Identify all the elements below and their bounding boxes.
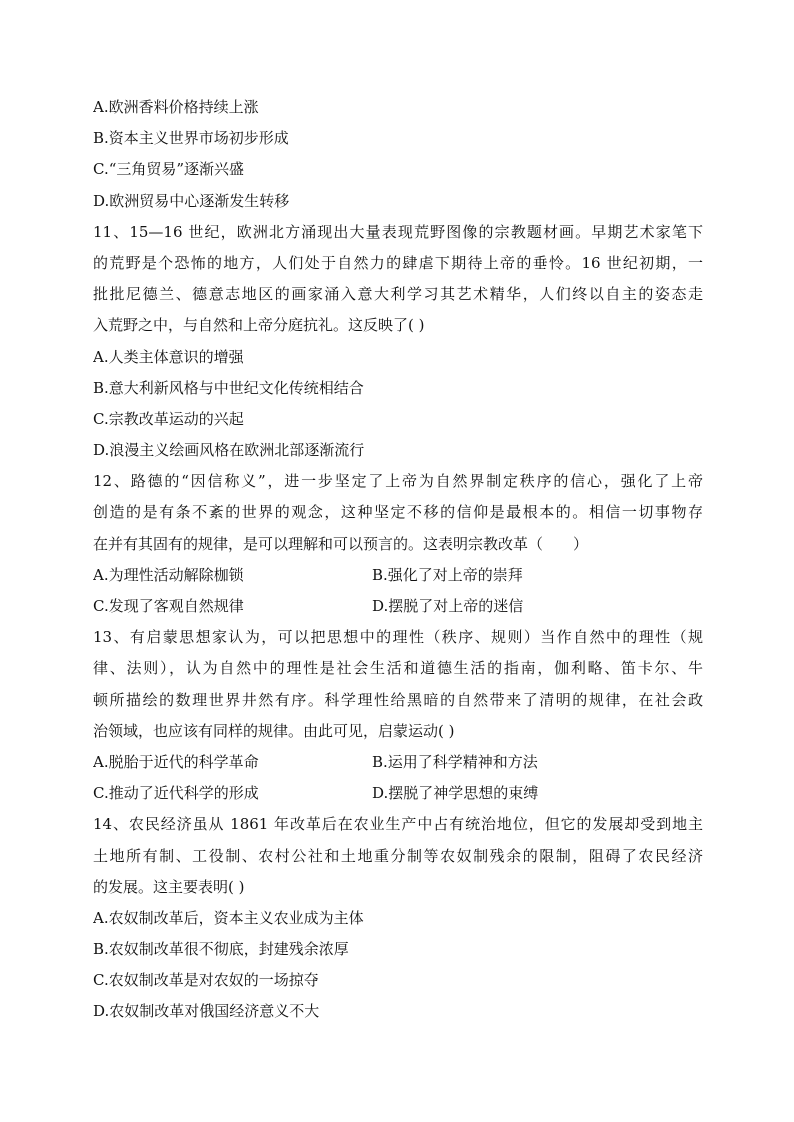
q10-option-d: D.欧洲贸易中心逐渐发生转移: [93, 191, 290, 210]
question-11: [93, 217, 703, 467]
q11-stem-line: 入荒野之中，与自然和上帝分庭抗礼。这反映了( ): [93, 316, 425, 335]
q12-option-c: C.发现了客观自然规律: [93, 597, 244, 615]
q11-stem-line: 的荒野是个恐怖的地方，人们处于自然力的肆虐下期待上帝的垂怜。16 世纪初期，一: [93, 253, 703, 272]
q13-option-a: A.脱胎于近代的科学革命: [93, 752, 259, 771]
q14-option-b: B.农奴制改革很不彻底，封建残余浓厚: [93, 940, 349, 959]
q13-stem-line: 治领域，也应该有同样的规律。由此可见，启蒙运动( ): [93, 721, 455, 740]
q11-option-c: C.宗教改革运动的兴起: [93, 409, 244, 428]
q11-option-b: B.意大利新风格与中世纪文化传统相结合: [93, 378, 364, 397]
q11-option-a: A.人类主体意识的增强: [93, 347, 244, 366]
q12-option-a: A.为理性活动解除枷锁: [93, 565, 244, 584]
q10-option-a: A.欧洲香料价格持续上涨: [93, 98, 259, 116]
q12-option-row: [93, 560, 703, 591]
q12-option-d: D.摆脱了对上帝的迷信: [372, 597, 524, 615]
question-14: [93, 809, 703, 1027]
q11-option-d: D.浪漫主义绘画风格在欧洲北部逐渐流行: [93, 441, 365, 460]
q10-option-b: B.资本主义世界市场初步形成: [93, 129, 289, 148]
q13-option-c: C.推动了近代科学的形成: [93, 784, 259, 803]
q13-stem-line: 律、法则），认为自然中的理性是社会生活和道德生活的指南，伽利略、笛卡尔、牛: [93, 659, 703, 678]
q13-stem-line: 13、有启蒙思想家认为，可以把思想中的理性（秩序、规则）当作自然中的理性（规: [93, 628, 703, 647]
q13-option-d: D.摆脱了神学思想的束缚: [372, 784, 539, 803]
q13-option-row: [93, 778, 703, 809]
question-12: [93, 466, 703, 622]
q11-stem-line: 11、15—16 世纪，欧洲北方涌现出大量表现荒野图像的宗教题材画。早期艺术家笔下: [93, 222, 703, 241]
q14-option-a: A.农奴制改革后，资本主义农业成为主体: [93, 908, 364, 927]
q10-option-c: C.“三角贸易”逐渐兴盛: [93, 160, 245, 179]
q14-option-c: C.农奴制改革是对农奴的一场掠夺: [93, 971, 319, 990]
q14-option-d: D.农奴制改革对俄国经济意义不大: [93, 1002, 320, 1021]
q13-option-b: B.运用了科学精神和方法: [372, 752, 538, 771]
q12-stem-line: 创造的是有条不紊的世界的观念，这种坚定不移的信仰是最根本的。相信一切事物存: [93, 503, 703, 522]
q12-stem-line: 在并有其固有的规律，是可以理解和可以预言的。这表明宗教改革（ ）: [93, 534, 589, 553]
q12-option-row: [93, 591, 703, 622]
exam-page: [93, 92, 703, 1028]
q12-option-b: B.强化了对上帝的崇拜: [372, 565, 523, 584]
question-10-options: [93, 92, 703, 217]
q14-stem-line: 14、农民经济虽从 1861 年改革后在农业生产中占有统治地位，但它的发展却受到地主: [93, 815, 703, 834]
q12-stem-line: 12、路德的“因信称义”，进一步坚定了上帝为自然界制定秩序的信心，强化了上帝: [93, 472, 703, 491]
q13-stem-line: 顿所描绘的数理世界井然有序。科学理性给黑暗的自然带来了清明的规律，在社会政: [93, 690, 703, 709]
q13-option-row: [93, 747, 703, 778]
question-13: [93, 622, 703, 809]
q14-stem-line: 土地所有制、工役制、农村公社和土地重分制等农奴制残余的限制，阻碍了农民经济: [93, 846, 703, 865]
q14-stem-line: 的发展。这主要表明( ): [93, 877, 245, 896]
q11-stem-line: 批批尼德兰、德意志地区的画家涌入意大利学习其艺术精华，人们终以自主的姿态走: [93, 285, 703, 304]
